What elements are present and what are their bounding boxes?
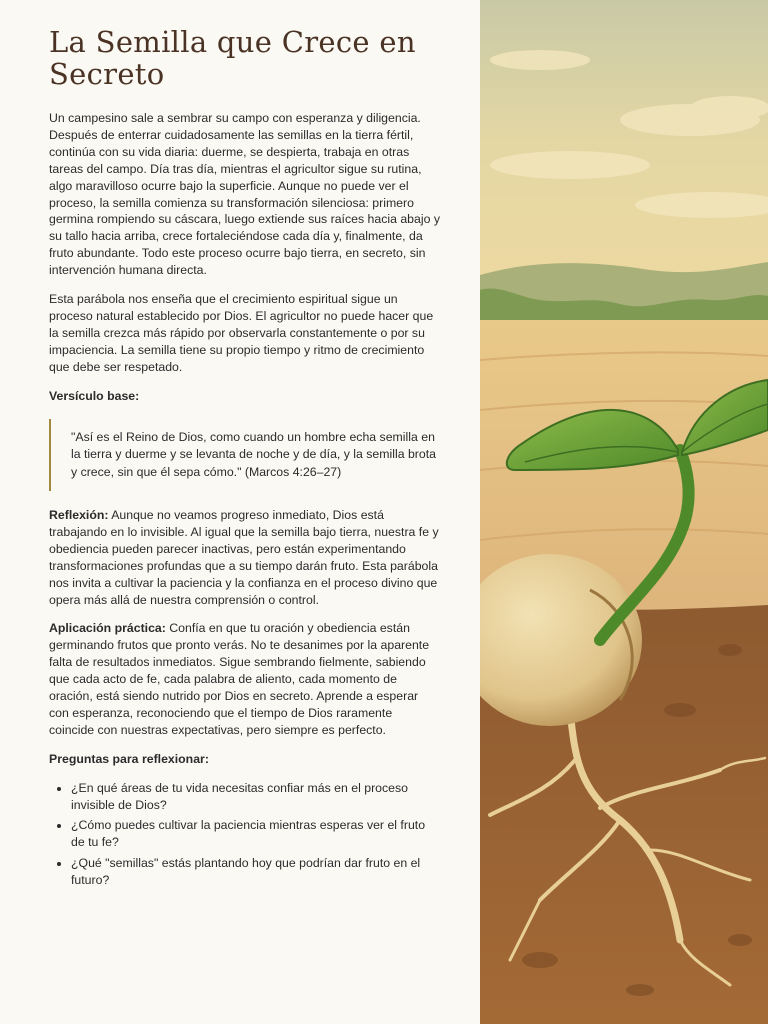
sprouting-seed-illustration: [480, 0, 768, 1024]
application-paragraph: [49, 620, 440, 738]
reflection-text: Aunque no veamos progreso inmediato, Dios está trabajando en lo invisible. Al igual que la semilla bajo tierra, nuestra fe y obediencia pueden parecer inactivas, pero están experimentando transformaciones profundas que a su tiempo darán fruto. Esta parábola nos invita a cultivar la paciencia y la confianza en el proceso divino que opera más allá de nuestra comprensión o control.: [49, 508, 439, 607]
questions-list: [49, 780, 440, 889]
application-label: Aplicación práctica:: [49, 621, 166, 636]
intro-paragraph-1: Un campesino sale a sembrar su campo con esperanza y diligencia. Después de enterrar cuidadosamente las semillas en la tierra fértil, continúa con su vida diaria: duerme, se despierta, trabaja en otras tareas del campo. Día tras día, mientras el agricultor sigue su rutina, algo maravilloso ocurre bajo la superficie. Aunque no puede ver el proceso, la semilla comienza su transformación silenciosa: primero germina rompiendo su cáscara, luego extiende sus raíces hacia abajo y su tallo hacia arriba, crece fortaleciéndose cada día y, finalmente, da fruto abundante. Todo este proceso ocurre bajo tierra, en secreto, sin intervención humana directa.: [49, 111, 440, 278]
intro-paragraph-2: Esta parábola nos enseña que el crecimiento espiritual sigue un proceso natural establecido por Dios. El agricultor no puede hacer que la semilla crezca más rápido por observarla constantemente o por su impaciencia. La semilla tiene su propio tiempo y ritmo de crecimiento que debe ser respetado.: [49, 292, 434, 374]
application-text: Confía en que tu oración y obediencia están germinando frutos que pronto verás. No te desanimes por la aparente falta de resultados inmediatos. Sigue sembrando fielmente, sabiendo que cada acto de fe, cada palabra de aliento, cada momento de oración, está siendo nutrido por Dios en secreto. Aprende a esperar con esperanza, reconociendo que el tiempo de Dios raramente coincide con nuestras expectativas, pero siempre es perfecto.: [49, 621, 430, 737]
page-title: La Semilla que Crece en Secreto: [49, 25, 416, 91]
verse-quote: "Así es el Reino de Dios, como cuando un hombre echa semilla en la tierra y duerme y se levanta de noche y de día, y la semilla brota y crece, sin que él sepa cómo." (Marcos 4:26–27): [49, 419, 440, 492]
list-item: • ¿Qué "semillas" estás plantando hoy que podrían dar fruto en el futuro?: [71, 855, 440, 889]
reflection-paragraph: [49, 507, 440, 608]
list-item: • ¿En qué áreas de tu vida necesitas confiar más en el proceso invisible de Dios?: [71, 780, 440, 814]
list-item: • ¿Cómo puedes cultivar la paciencia mientras esperas ver el fruto de tu fe?: [71, 817, 440, 851]
questions-label: Preguntas para reflexionar:: [49, 751, 209, 766]
reflection-label: Reflexión:: [49, 508, 109, 522]
verse-label: Versículo base:: [49, 388, 140, 403]
